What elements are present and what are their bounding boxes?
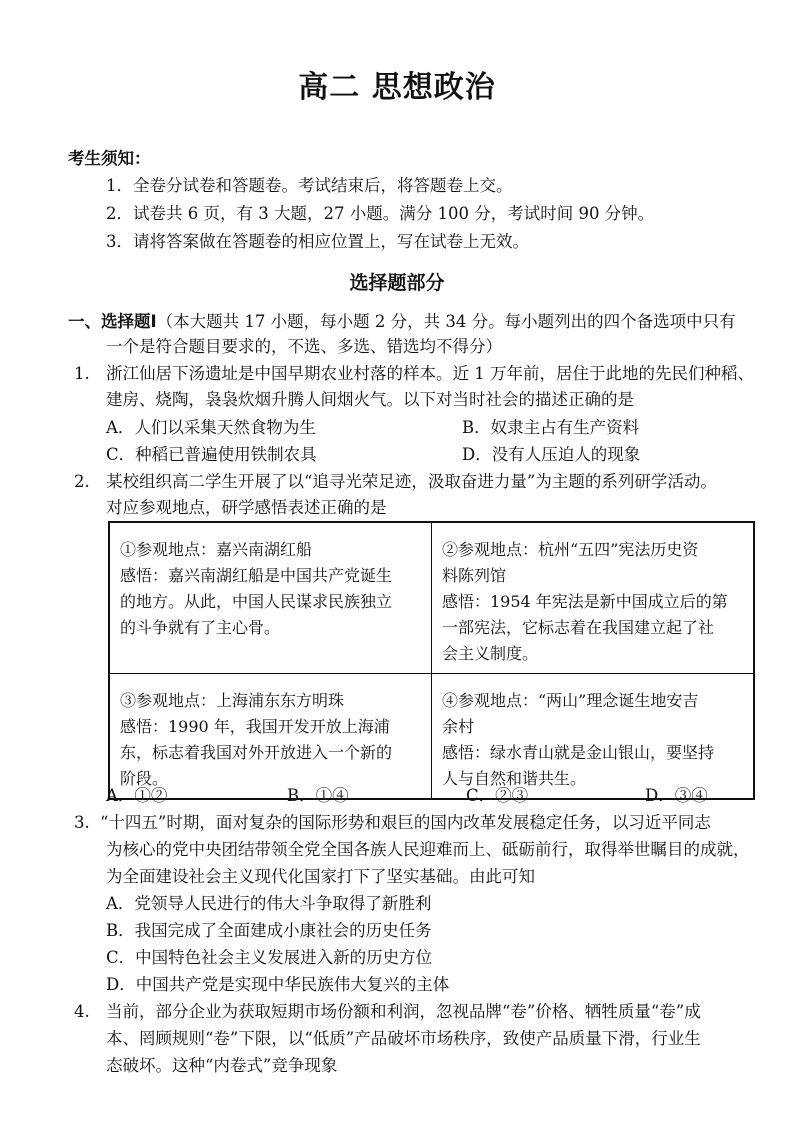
cell-text: 会主义制度。 [442,644,539,663]
notice-heading: 考生须知： [68,149,151,168]
cell-text: 阶段。 [120,769,169,788]
cell-text: 一部宪法，它标志着在我国建立起了社 [442,618,715,637]
question-number: 2. [74,472,90,491]
question-stem: 对应参观地点，研学感悟表述正确的是 [106,498,387,517]
cell-text: 感悟：1954 年宪法是新中国成立后的第 [442,592,728,611]
notice-item: 2．试卷共 6 页，有 3 大题，27 小题。满分 100 分，考试时间 90 分钟。 [106,204,655,223]
question-stem: 为全面建设社会主义现代化国家打下了坚实基础。由此可知 [106,867,535,886]
visit-cell-2 [432,522,755,674]
option-d: D．没有人压迫人的现象 [462,445,641,464]
cell-text: 的斗争就有了主心骨。 [120,618,281,637]
visit-cell-4 [432,674,755,800]
option-a: A．①② [106,786,168,805]
cell-text: 料陈列馆 [442,566,507,585]
cell-text: ②参观地点：杭州“五四”宪法历史资 [442,540,699,559]
question-stem: 当前，部分企业为获取短期市场份额和利润，忽视品牌“卷”价格、牺牲质量“卷”成 [106,1002,701,1021]
question-stem: 浙江仙居下汤遗址是中国早期农业村落的样本。近 1 万年前，居住于此地的先民们种稻、 [106,364,754,383]
option-c: C．②③ [466,786,529,805]
question-stem: 为核心的党中央团结带领全党全国各族人民迎难而上、砥砺前行，取得举世瞩目的成就， [106,840,750,859]
cell-text: 人与自然和谐共生。 [442,769,587,788]
cell-text: 东，标志着我国对外开放进入一个新的 [120,743,393,762]
option-a: A．人们以采集天然食物为生 [106,418,316,437]
question-stem: “十四五”时期，面对复杂的国际形势和艰巨的国内改革发展稳定任务，以习近平同志 [100,813,711,832]
cell-text: 的地方。从此，中国人民谋求民族独立 [120,592,393,611]
question-stem: 本、罔顾规则“卷”下限，以“低质”产品破坏市场秩序，致使产品质量下滑，行业生 [106,1029,701,1048]
option-d: D．③④ [645,786,708,805]
cell-text: 感悟：绿水青山就是金山银山，要坚持 [442,743,715,762]
cell-text: 感悟：1990 年，我国开发开放上海浦 [120,717,390,736]
cell-text: ①参观地点：嘉兴南湖红船 [120,540,313,559]
notice-item: 1．全卷分试卷和答题卷。考试结束后，将答题卷上交。 [106,176,513,195]
visit-cell-3 [109,674,432,800]
option-b: B．①④ [287,786,349,805]
option-a: A．党领导人民进行的伟大斗争取得了新胜利 [106,894,432,913]
cell-text: ③参观地点：上海浦东东方明珠 [120,691,345,710]
option-b: B．奴隶主占有生产资料 [462,418,640,437]
visit-cell-1 [109,522,432,674]
cell-text: 感悟：嘉兴南湖红船是中国共产党诞生 [120,566,393,585]
question-number: 1. [74,364,90,383]
option-b: B．我国完成了全面建成小康社会的历史任务 [106,921,432,940]
option-c: C．种稻已普遍使用铁制农具 [106,445,317,464]
page-title: 高二 思想政治 [298,70,496,105]
part-desc: （本大题共 17 小题，每小题 2 分，共 34 分。每小题列出的四个备选项中只有 [156,312,736,331]
question-stem: 某校组织高二学生开展了以“追寻光荣足迹，汲取奋进力量”为主题的系列研学活动。 [106,472,717,491]
question-stem: 建房、烧陶，袅袅炊烟升腾人间烟火气。以下对当时社会的描述正确的是 [106,390,634,409]
question-number: 3. [74,813,90,832]
option-c: C．中国特色社会主义发展进入新的历史方位 [106,948,433,967]
section-title: 选择题部分 [349,272,445,294]
question-number: 4. [74,1002,90,1021]
question-stem: 态破坏。这种“内卷式”竞争现象 [106,1056,338,1075]
part-desc-line: 一个是符合题目要求的，不选、多选、错选均不得分） [106,337,502,356]
part-heading [68,311,736,333]
part-label: 一、选择题Ⅰ [68,312,157,331]
cell-text: ④参观地点：“两山”理念诞生地安吉 [442,691,699,710]
cell-text: 余村 [442,717,475,736]
option-d: D．中国共产党是实现中华民族伟大复兴的主体 [106,975,450,994]
visit-table [108,521,755,800]
notice-item: 3．请将答案做在答题卷的相应位置上，写在试卷上无效。 [106,232,529,251]
